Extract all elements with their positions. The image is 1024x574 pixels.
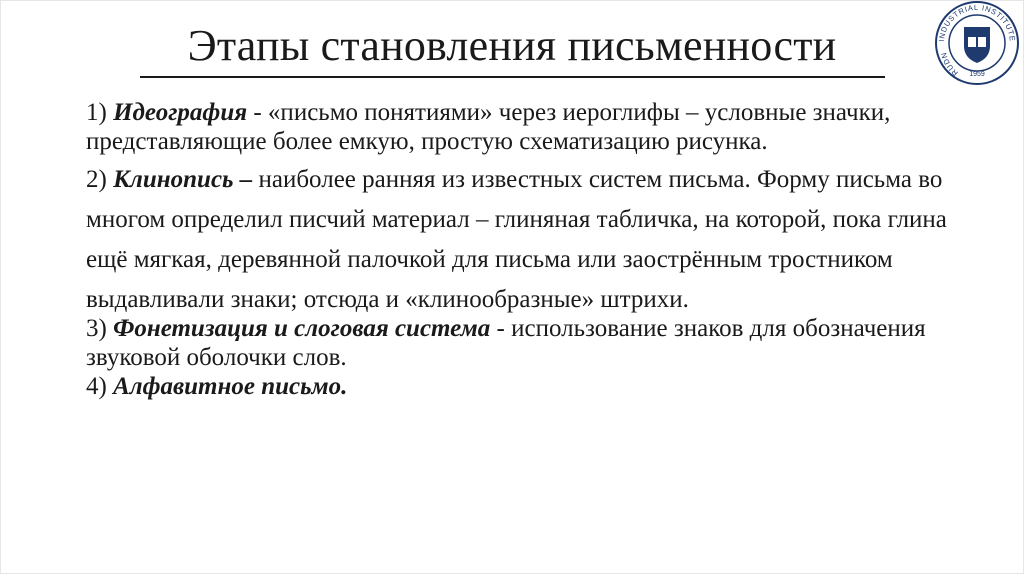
item-text: - использование знаков для обозначения звуковой оболочки слов. — [86, 315, 926, 371]
item-number: 4) — [86, 373, 114, 400]
item-number: 2) — [86, 166, 114, 193]
item-number: 1) — [86, 99, 114, 126]
slide-title: Этапы становления письменности — [187, 21, 837, 70]
institute-seal-logo — [934, 0, 1020, 86]
list-item-phonetization — [86, 314, 966, 372]
slide-content — [86, 98, 966, 401]
title-underline — [140, 76, 885, 78]
item-term: Фонетизация и слоговая система — [113, 315, 491, 342]
seal-left-text: RUDN — [938, 50, 960, 78]
seal-top-text: INDUSTRIAL INSTITUTE — [937, 2, 1018, 43]
seal-book-right-icon — [978, 37, 986, 47]
item-number: 3) — [86, 315, 114, 342]
list-item-alphabet — [86, 372, 966, 401]
item-text: - «письмо понятиями» через иероглифы – условные значки, представляющие более емкую, простую схематизацию рисунка. — [86, 99, 891, 155]
list-item-cuneiform — [86, 160, 966, 320]
seal-year: 1959 — [969, 71, 985, 78]
item-term: Клинопись – — [113, 166, 253, 193]
seal-graphic — [934, 0, 1020, 86]
item-term: Алфавитное письмо. — [113, 373, 348, 400]
seal-book-left-icon — [968, 37, 976, 47]
item-text: наиболее ранняя из известных систем письма. Форму письма во многом определил писчий материал – глиняная табличка, на которой, пока глина ещё мягкая, деревянной палочкой для письма или заострённым тростником выдавливали знаки; отсюда и «клинообразные» штрихи. — [86, 166, 947, 313]
list-item-ideography — [86, 98, 966, 156]
item-term: Идеография — [113, 99, 248, 126]
